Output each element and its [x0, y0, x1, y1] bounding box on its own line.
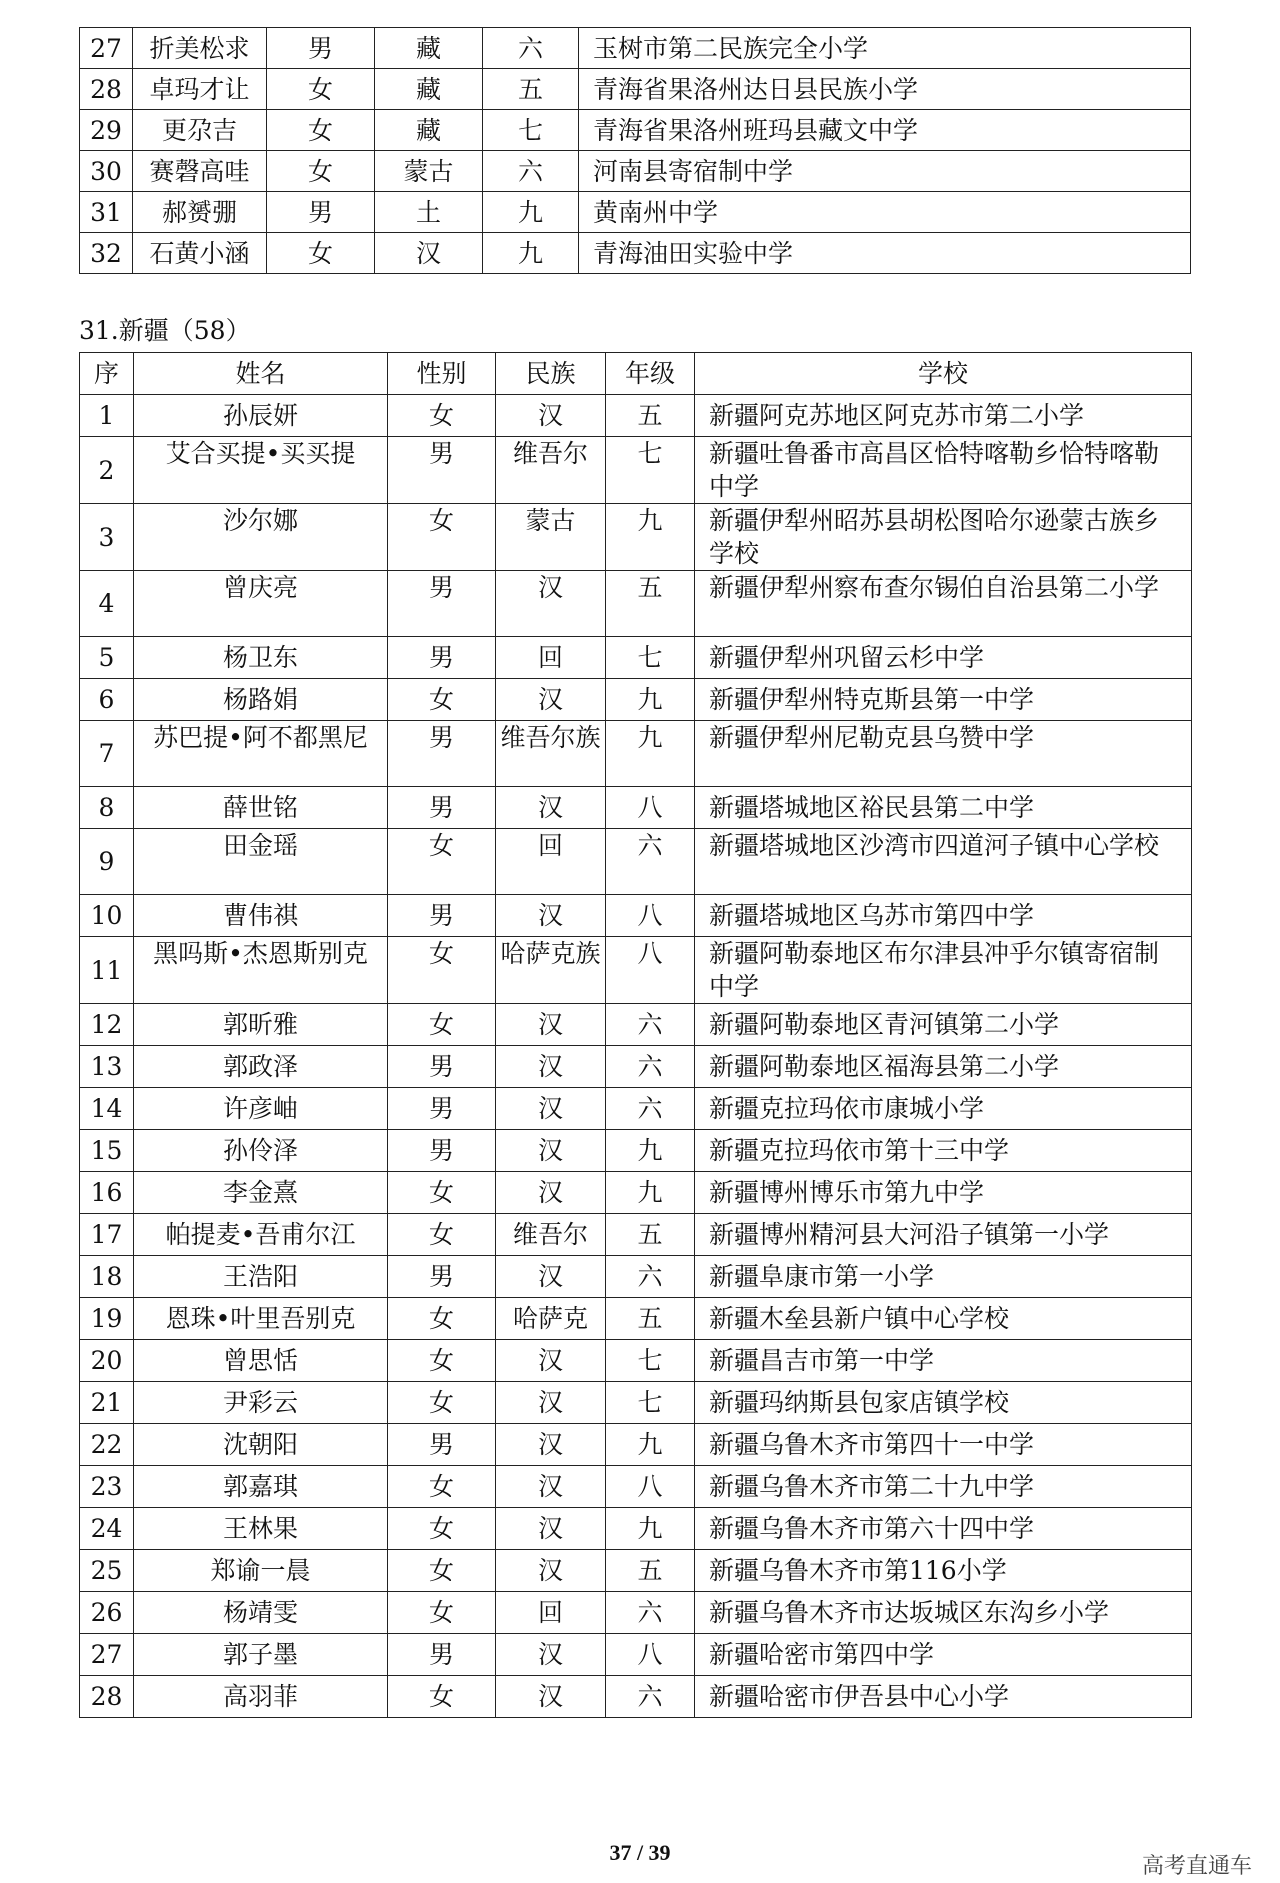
cell-school: 新疆哈密市伊吾县中心小学 — [695, 1676, 1192, 1718]
cell-ethnicity: 汉 — [496, 1676, 606, 1718]
cell-ethnicity: 汉 — [496, 1172, 606, 1214]
cell-name: 杨路娟 — [134, 679, 388, 721]
cell-school: 新疆阿勒泰地区布尔津县冲乎尔镇寄宿制中学 — [695, 937, 1192, 1004]
cell-name: 卓玛才让 — [133, 69, 267, 110]
cell-name: 曾庆亮 — [134, 571, 388, 637]
qinghai-table-continued — [79, 27, 1191, 274]
cell-name: 更尕吉 — [133, 110, 267, 151]
cell-grade: 五 — [606, 1298, 695, 1340]
cell-school: 新疆哈密市第四中学 — [695, 1634, 1192, 1676]
cell-ethnicity: 藏 — [375, 28, 483, 69]
table-row — [80, 679, 1192, 721]
cell-gender: 女 — [267, 151, 375, 192]
cell-index: 14 — [80, 1088, 134, 1130]
cell-index: 24 — [80, 1508, 134, 1550]
cell-grade: 五 — [606, 1214, 695, 1256]
cell-grade: 五 — [483, 69, 579, 110]
cell-school: 新疆伊犁州巩留云杉中学 — [695, 637, 1192, 679]
xinjiang-table — [79, 352, 1192, 1718]
cell-gender: 男 — [388, 1256, 496, 1298]
cell-ethnicity: 藏 — [375, 69, 483, 110]
cell-name: 杨靖雯 — [134, 1592, 388, 1634]
cell-name: 孙辰妍 — [134, 395, 388, 437]
cell-index: 19 — [80, 1298, 134, 1340]
cell-school: 黄南州中学 — [579, 192, 1191, 233]
cell-index: 5 — [80, 637, 134, 679]
cell-grade: 六 — [606, 1256, 695, 1298]
cell-school: 新疆阿勒泰地区福海县第二小学 — [695, 1046, 1192, 1088]
cell-name: 孙伶泽 — [134, 1130, 388, 1172]
cell-grade: 五 — [606, 395, 695, 437]
table-row — [80, 1130, 1192, 1172]
table-row — [80, 1466, 1192, 1508]
cell-name: 曹伟祺 — [134, 895, 388, 937]
cell-school: 新疆吐鲁番市高昌区恰特喀勒乡恰特喀勒中学 — [695, 437, 1192, 504]
header-gender: 性别 — [388, 353, 496, 395]
cell-index: 2 — [80, 437, 134, 504]
cell-name: 杨卫东 — [134, 637, 388, 679]
table-row — [80, 637, 1192, 679]
cell-grade: 九 — [606, 1424, 695, 1466]
cell-grade: 六 — [483, 28, 579, 69]
cell-gender: 男 — [388, 1046, 496, 1088]
table-row — [80, 28, 1191, 69]
cell-grade: 七 — [606, 1382, 695, 1424]
cell-ethnicity: 哈萨克族 — [496, 937, 606, 1004]
cell-index: 32 — [80, 233, 133, 274]
cell-grade: 七 — [606, 437, 695, 504]
cell-school: 新疆伊犁州察布查尔锡伯自治县第二小学 — [695, 571, 1192, 637]
cell-gender: 女 — [267, 233, 375, 274]
cell-school: 新疆伊犁州昭苏县胡松图哈尔逊蒙古族乡学校 — [695, 504, 1192, 571]
table-row — [80, 937, 1192, 1004]
cell-grade: 六 — [606, 1004, 695, 1046]
cell-school: 青海省果洛州达日县民族小学 — [579, 69, 1191, 110]
cell-school: 新疆阿勒泰地区青河镇第二小学 — [695, 1004, 1192, 1046]
cell-grade: 九 — [606, 679, 695, 721]
cell-index: 21 — [80, 1382, 134, 1424]
cell-ethnicity: 汉 — [496, 1046, 606, 1088]
cell-name: 曾思恬 — [134, 1340, 388, 1382]
table-row — [80, 395, 1192, 437]
cell-index: 23 — [80, 1466, 134, 1508]
cell-school: 新疆玛纳斯县包家店镇学校 — [695, 1382, 1192, 1424]
cell-gender: 女 — [388, 1592, 496, 1634]
cell-school: 新疆博州精河县大河沿子镇第一小学 — [695, 1214, 1192, 1256]
cell-ethnicity: 汉 — [496, 1340, 606, 1382]
cell-name: 许彦岫 — [134, 1088, 388, 1130]
cell-grade: 九 — [606, 1172, 695, 1214]
cell-ethnicity: 蒙古 — [496, 504, 606, 571]
table-row — [80, 1004, 1192, 1046]
cell-gender: 女 — [388, 1508, 496, 1550]
table-row — [80, 1340, 1192, 1382]
cell-grade: 六 — [606, 1088, 695, 1130]
cell-gender: 女 — [267, 69, 375, 110]
cell-gender: 女 — [388, 1676, 496, 1718]
cell-grade: 六 — [483, 151, 579, 192]
cell-grade: 九 — [606, 1508, 695, 1550]
cell-index: 27 — [80, 1634, 134, 1676]
cell-school: 河南县寄宿制中学 — [579, 151, 1191, 192]
table-row — [80, 192, 1191, 233]
cell-grade: 七 — [606, 1340, 695, 1382]
cell-gender: 女 — [388, 1298, 496, 1340]
table-row — [80, 110, 1191, 151]
cell-ethnicity: 哈萨克 — [496, 1298, 606, 1340]
cell-school: 新疆克拉玛依市康城小学 — [695, 1088, 1192, 1130]
cell-index: 8 — [80, 787, 134, 829]
cell-index: 28 — [80, 1676, 134, 1718]
table-row — [80, 1634, 1192, 1676]
cell-gender: 男 — [267, 28, 375, 69]
cell-index: 9 — [80, 829, 134, 895]
table-row — [80, 151, 1191, 192]
header-index: 序 — [80, 353, 134, 395]
cell-ethnicity: 汉 — [496, 1088, 606, 1130]
cell-school: 新疆阿克苏地区阿克苏市第二小学 — [695, 395, 1192, 437]
table-row — [80, 1298, 1192, 1340]
cell-name: 折美松求 — [133, 28, 267, 69]
cell-gender: 男 — [267, 192, 375, 233]
cell-gender: 女 — [388, 937, 496, 1004]
cell-school: 新疆乌鲁木齐市第116小学 — [695, 1550, 1192, 1592]
cell-index: 22 — [80, 1424, 134, 1466]
cell-ethnicity: 汉 — [496, 1508, 606, 1550]
cell-ethnicity: 汉 — [496, 1424, 606, 1466]
cell-index: 4 — [80, 571, 134, 637]
cell-name: 郝赟弸 — [133, 192, 267, 233]
cell-grade: 五 — [606, 1550, 695, 1592]
xinjiang-table-body — [80, 395, 1192, 1718]
cell-index: 13 — [80, 1046, 134, 1088]
cell-school: 玉树市第二民族完全小学 — [579, 28, 1191, 69]
cell-index: 30 — [80, 151, 133, 192]
cell-name: 王林果 — [134, 1508, 388, 1550]
cell-ethnicity: 维吾尔 — [496, 1214, 606, 1256]
cell-index: 12 — [80, 1004, 134, 1046]
cell-index: 11 — [80, 937, 134, 1004]
cell-name: 郑谕一晨 — [134, 1550, 388, 1592]
cell-name: 李金熹 — [134, 1172, 388, 1214]
cell-index: 17 — [80, 1214, 134, 1256]
cell-name: 沈朝阳 — [134, 1424, 388, 1466]
table-row — [80, 437, 1192, 504]
header-name: 姓名 — [134, 353, 388, 395]
cell-grade: 九 — [606, 504, 695, 571]
watermark: 高考直通车 — [1141, 1853, 1252, 1878]
cell-index: 20 — [80, 1340, 134, 1382]
cell-school: 新疆塔城地区乌苏市第四中学 — [695, 895, 1192, 937]
cell-ethnicity: 汉 — [496, 679, 606, 721]
cell-grade: 九 — [606, 721, 695, 787]
cell-school: 新疆伊犁州特克斯县第一中学 — [695, 679, 1192, 721]
cell-ethnicity: 汉 — [496, 1382, 606, 1424]
cell-gender: 女 — [388, 1382, 496, 1424]
cell-gender: 男 — [388, 1130, 496, 1172]
cell-ethnicity: 维吾尔 — [496, 437, 606, 504]
cell-name: 恩珠•叶里吾别克 — [134, 1298, 388, 1340]
table-row — [80, 1550, 1192, 1592]
cell-name: 王浩阳 — [134, 1256, 388, 1298]
cell-school: 新疆乌鲁木齐市第六十四中学 — [695, 1508, 1192, 1550]
cell-school: 新疆塔城地区沙湾市四道河子镇中心学校 — [695, 829, 1192, 895]
cell-school: 青海省果洛州班玛县藏文中学 — [579, 110, 1191, 151]
cell-index: 16 — [80, 1172, 134, 1214]
cell-index: 15 — [80, 1130, 134, 1172]
cell-index: 18 — [80, 1256, 134, 1298]
cell-name: 帕提麦•吾甫尔江 — [134, 1214, 388, 1256]
cell-gender: 女 — [388, 1214, 496, 1256]
cell-ethnicity: 维吾尔族 — [496, 721, 606, 787]
cell-grade: 八 — [606, 1466, 695, 1508]
cell-name: 尹彩云 — [134, 1382, 388, 1424]
section-title: 31.新疆（58） — [79, 316, 251, 345]
cell-gender: 女 — [388, 504, 496, 571]
cell-school: 新疆克拉玛依市第十三中学 — [695, 1130, 1192, 1172]
cell-ethnicity: 蒙古 — [375, 151, 483, 192]
cell-school: 新疆木垒县新户镇中心学校 — [695, 1298, 1192, 1340]
cell-index: 31 — [80, 192, 133, 233]
cell-ethnicity: 汉 — [496, 395, 606, 437]
cell-grade: 九 — [483, 233, 579, 274]
cell-index: 1 — [80, 395, 134, 437]
cell-school: 新疆乌鲁木齐市第二十九中学 — [695, 1466, 1192, 1508]
cell-grade: 六 — [606, 829, 695, 895]
cell-ethnicity: 回 — [496, 637, 606, 679]
cell-ethnicity: 汉 — [496, 1256, 606, 1298]
cell-school: 新疆乌鲁木齐市第四十一中学 — [695, 1424, 1192, 1466]
cell-ethnicity: 汉 — [496, 571, 606, 637]
cell-index: 28 — [80, 69, 133, 110]
cell-grade: 九 — [483, 192, 579, 233]
cell-ethnicity: 汉 — [496, 1466, 606, 1508]
table-row — [80, 787, 1192, 829]
cell-gender: 女 — [388, 1550, 496, 1592]
cell-grade: 七 — [606, 637, 695, 679]
cell-name: 苏巴提•阿不都黑尼 — [134, 721, 388, 787]
cell-school: 青海油田实验中学 — [579, 233, 1191, 274]
cell-name: 黑吗斯•杰恩斯别克 — [134, 937, 388, 1004]
table-row — [80, 895, 1192, 937]
table-row — [80, 1046, 1192, 1088]
cell-gender: 女 — [388, 1172, 496, 1214]
header-ethnicity: 民族 — [496, 353, 606, 395]
cell-name: 郭子墨 — [134, 1634, 388, 1676]
table-row — [80, 1424, 1192, 1466]
cell-school: 新疆昌吉市第一中学 — [695, 1340, 1192, 1382]
cell-index: 27 — [80, 28, 133, 69]
table-row — [80, 1256, 1192, 1298]
cell-gender: 男 — [388, 1424, 496, 1466]
cell-ethnicity: 汉 — [496, 1130, 606, 1172]
cell-index: 6 — [80, 679, 134, 721]
cell-ethnicity: 汉 — [496, 895, 606, 937]
cell-grade: 八 — [606, 787, 695, 829]
cell-gender: 女 — [388, 1466, 496, 1508]
table-row — [80, 1382, 1192, 1424]
cell-gender: 女 — [388, 1340, 496, 1382]
page-number: 37 / 39 — [609, 1840, 671, 1865]
table-row — [80, 504, 1192, 571]
cell-grade: 九 — [606, 1130, 695, 1172]
table-row — [80, 1676, 1192, 1718]
cell-school: 新疆博州博乐市第九中学 — [695, 1172, 1192, 1214]
cell-index: 10 — [80, 895, 134, 937]
cell-gender: 男 — [388, 787, 496, 829]
cell-name: 郭政泽 — [134, 1046, 388, 1088]
cell-gender: 女 — [388, 679, 496, 721]
cell-index: 25 — [80, 1550, 134, 1592]
cell-grade: 八 — [606, 937, 695, 1004]
cell-ethnicity: 回 — [496, 829, 606, 895]
cell-ethnicity: 汉 — [496, 1550, 606, 1592]
qinghai-table-body — [80, 28, 1191, 274]
cell-school: 新疆乌鲁木齐市达坂城区东沟乡小学 — [695, 1592, 1192, 1634]
header-grade: 年级 — [606, 353, 695, 395]
table-row — [80, 829, 1192, 895]
cell-gender: 女 — [388, 1004, 496, 1046]
cell-ethnicity: 汉 — [496, 1634, 606, 1676]
cell-index: 29 — [80, 110, 133, 151]
cell-name: 郭嘉琪 — [134, 1466, 388, 1508]
cell-grade: 八 — [606, 1634, 695, 1676]
cell-gender: 男 — [388, 437, 496, 504]
cell-name: 田金瑶 — [134, 829, 388, 895]
cell-grade: 七 — [483, 110, 579, 151]
cell-gender: 女 — [267, 110, 375, 151]
cell-ethnicity: 回 — [496, 1592, 606, 1634]
cell-gender: 男 — [388, 637, 496, 679]
table-row — [80, 571, 1192, 637]
cell-ethnicity: 藏 — [375, 110, 483, 151]
cell-grade: 八 — [606, 895, 695, 937]
table-row — [80, 1508, 1192, 1550]
cell-grade: 五 — [606, 571, 695, 637]
cell-name: 艾合买提•买买提 — [134, 437, 388, 504]
cell-name: 高羽菲 — [134, 1676, 388, 1718]
cell-name: 薛世铭 — [134, 787, 388, 829]
cell-gender: 男 — [388, 1088, 496, 1130]
cell-ethnicity: 汉 — [496, 1004, 606, 1046]
cell-name: 石黄小涵 — [133, 233, 267, 274]
cell-grade: 六 — [606, 1046, 695, 1088]
cell-gender: 男 — [388, 895, 496, 937]
table-header-row — [80, 353, 1192, 395]
cell-name: 郭昕雅 — [134, 1004, 388, 1046]
table-row — [80, 721, 1192, 787]
cell-index: 7 — [80, 721, 134, 787]
table-row — [80, 69, 1191, 110]
cell-gender: 女 — [388, 829, 496, 895]
cell-name: 沙尔娜 — [134, 504, 388, 571]
cell-gender: 男 — [388, 571, 496, 637]
cell-ethnicity: 汉 — [496, 787, 606, 829]
cell-ethnicity: 土 — [375, 192, 483, 233]
cell-gender: 女 — [388, 395, 496, 437]
table-row — [80, 1088, 1192, 1130]
header-school: 学校 — [695, 353, 1192, 395]
cell-school: 新疆塔城地区裕民县第二中学 — [695, 787, 1192, 829]
table-row — [80, 233, 1191, 274]
cell-grade: 六 — [606, 1676, 695, 1718]
cell-gender: 男 — [388, 1634, 496, 1676]
cell-ethnicity: 汉 — [375, 233, 483, 274]
table-row — [80, 1214, 1192, 1256]
cell-gender: 男 — [388, 721, 496, 787]
cell-index: 3 — [80, 504, 134, 571]
cell-name: 赛磬高哇 — [133, 151, 267, 192]
table-row — [80, 1592, 1192, 1634]
cell-school: 新疆伊犁州尼勒克县乌赞中学 — [695, 721, 1192, 787]
cell-school: 新疆阜康市第一小学 — [695, 1256, 1192, 1298]
table-row — [80, 1172, 1192, 1214]
cell-grade: 六 — [606, 1592, 695, 1634]
cell-index: 26 — [80, 1592, 134, 1634]
